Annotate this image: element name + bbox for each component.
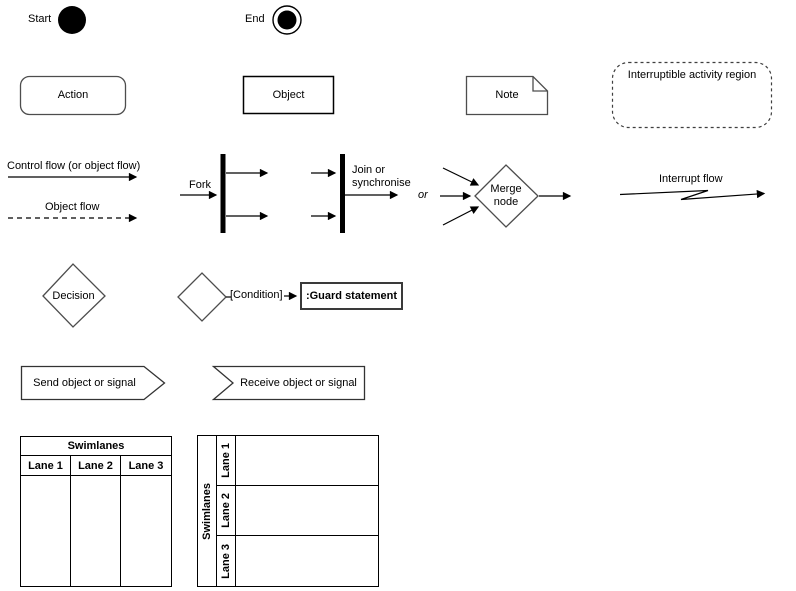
- action-label: Action: [57, 89, 89, 101]
- swimlane-row-header-lane2-label: Lane 2: [220, 493, 232, 528]
- swimlane-row-lane3: [236, 536, 378, 586]
- swimlane-row-header-lane3: [217, 536, 236, 586]
- object-flow-label: Object flow: [45, 201, 100, 213]
- merge-node-label-line1: Merge: [490, 183, 522, 195]
- control-flow-label: Control flow (or object flow): [7, 160, 141, 172]
- interrupt-flow-arrow: [620, 191, 764, 200]
- interrupt-flow-label: Interrupt flow: [659, 173, 723, 185]
- object-label: Object: [272, 88, 305, 101]
- merge-node-label: [476, 183, 536, 209]
- note-label: Note: [495, 89, 519, 101]
- swimlane-header-lane1: Lane 1: [21, 456, 71, 475]
- swimlane-row-header-lane1: [217, 436, 236, 486]
- guard-statement-label: :Guard statement: [305, 289, 398, 302]
- swimlane-row-lane2: [236, 486, 378, 536]
- merge-in-arrow-top: [443, 168, 478, 185]
- condition-label: [Condition]: [230, 289, 283, 301]
- fork-bar: [221, 154, 226, 233]
- or-label: or: [418, 189, 428, 201]
- swimlane-header-lane3: Lane 3: [128, 459, 164, 472]
- swimlanes-vertical-lane-headers: [21, 456, 171, 476]
- swimlane-row-lane1: [236, 436, 378, 486]
- send-signal-label: Send object or signal: [33, 376, 136, 389]
- start-label: Start: [28, 13, 52, 25]
- decision-label: Decision: [52, 289, 95, 302]
- join-bar: [340, 154, 345, 233]
- swimlane-row-header-lane3-label: Lane 3: [220, 543, 232, 579]
- swimlane-header-lane2: Lane 2: [71, 456, 121, 475]
- swimlane-row-header-lane1-label: Lane 1: [220, 443, 232, 478]
- join-label-line1: Join or: [352, 164, 386, 176]
- merge-in-arrow-bottom: [443, 207, 478, 225]
- swimlanes-table-horizontal: [197, 435, 379, 587]
- swimlanes-horizontal-title: Swimlanes: [201, 482, 213, 540]
- join-label: [352, 164, 411, 190]
- merge-node-label-line2: node: [493, 196, 519, 208]
- swimlane-column-lane2: [71, 476, 121, 586]
- end-node-inner-dot-icon: [278, 11, 297, 30]
- swimlanes-table-vertical: [20, 436, 172, 587]
- swimlanes-vertical-body: [21, 476, 171, 586]
- swimlane-column-lane1: [21, 476, 71, 586]
- swimlanes-vertical-title: Swimlanes: [21, 437, 171, 456]
- swimlanes-horizontal-title-cell: [198, 436, 217, 586]
- interruptible-region-label: Interruptible activity region: [627, 69, 757, 81]
- condition-diamond-shape: [178, 273, 226, 321]
- join-label-line2: synchronise: [352, 177, 411, 189]
- swimlane-row-header-lane2: [217, 486, 236, 536]
- end-label: End: [245, 13, 265, 25]
- start-node-icon: [58, 6, 86, 34]
- receive-signal-label: Receive object or signal: [240, 376, 357, 389]
- swimlane-column-lane3: [121, 476, 171, 586]
- fork-label: Fork: [189, 179, 211, 191]
